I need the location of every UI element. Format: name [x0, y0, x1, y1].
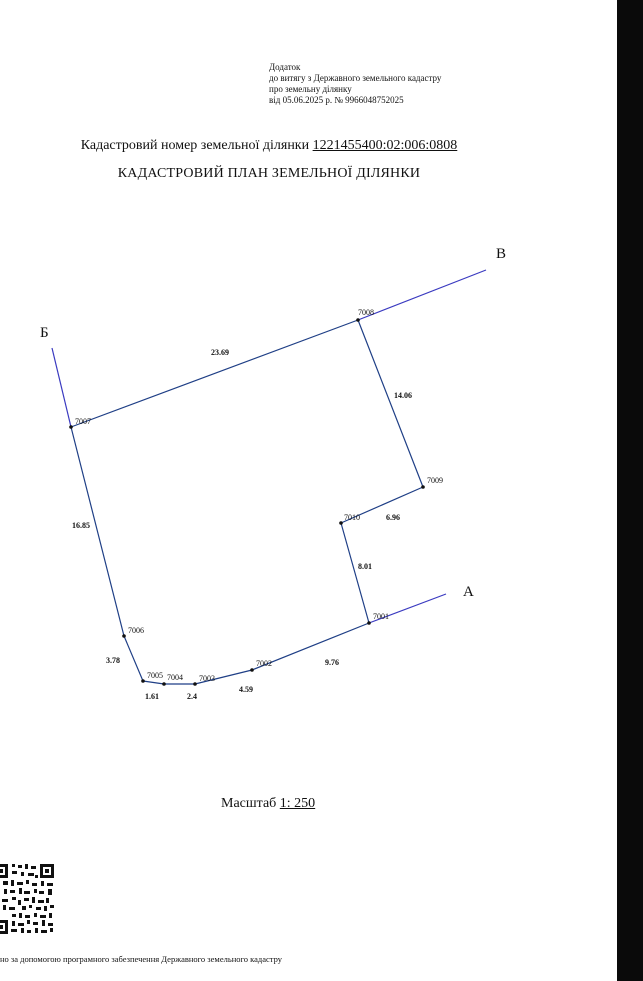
- vertex-7010: [339, 521, 343, 525]
- point-label-7010: 7010: [344, 513, 360, 522]
- segment-length: 3.78: [106, 656, 120, 665]
- point-label-7004: 7004: [167, 673, 183, 682]
- vertex-7005: [141, 679, 145, 683]
- qr-code: [0, 862, 56, 936]
- vertex-7009: [421, 485, 425, 489]
- vertex-7004: [162, 682, 166, 686]
- vertex-7006: [122, 634, 126, 638]
- parcel-boundary: [71, 320, 423, 684]
- addendum-line: від 05.06.2025 р. № 9966048752025: [269, 95, 404, 105]
- segment-length: 2.4: [187, 692, 197, 701]
- cadastral-label: Кадастровий номер земельної ділянки: [80, 138, 310, 153]
- point-label-7006: 7006: [128, 626, 144, 635]
- point-label-7002: 7002: [256, 659, 272, 668]
- direction-line-v: [358, 270, 486, 320]
- footer-note: но за допомогою програмного забезпечення Державного земельного кадастру: [0, 954, 283, 964]
- vertex-7007: [69, 425, 73, 429]
- segment-length: 6.96: [386, 513, 400, 522]
- point-label-7007: 7007: [75, 417, 91, 426]
- direction-line-b: [52, 348, 71, 427]
- segment-length: 4.59: [239, 685, 253, 694]
- direction-label-b: Б: [40, 325, 49, 341]
- vertex-7008: [356, 318, 360, 322]
- point-label-7005: 7005: [147, 671, 163, 680]
- segment-length: 9.76: [325, 658, 339, 667]
- point-label-7003: 7003: [199, 674, 215, 683]
- direction-label-a: А: [463, 584, 474, 600]
- scale-label: [221, 796, 315, 812]
- point-label-7001: 7001: [373, 612, 389, 621]
- point-label-7009: 7009: [427, 476, 443, 485]
- segment-length: 23.69: [211, 348, 229, 357]
- segment-length: 8.01: [358, 562, 372, 571]
- cadastral-number: 1221455400:02:006:0808: [312, 138, 458, 153]
- segment-length: 1.61: [145, 692, 159, 701]
- addendum-line: Додаток: [269, 62, 301, 72]
- scale-text: Масштаб: [221, 796, 277, 811]
- addendum-line: про земельну ділянку: [269, 84, 352, 94]
- vertex-7003: [193, 682, 197, 686]
- document-edge-shadow: [617, 0, 643, 981]
- vertex-7001: [367, 621, 371, 625]
- segment-length: 14.06: [394, 391, 412, 400]
- scale-value: 1: 250: [279, 796, 316, 811]
- plan-title: КАДАСТРОВИЙ ПЛАН ЗЕМЕЛЬНОЇ ДІЛЯНКИ: [117, 166, 421, 181]
- vertex-7002: [250, 668, 254, 672]
- point-label-7008: 7008: [358, 308, 374, 317]
- direction-label-v: В: [496, 246, 507, 262]
- addendum-line: до витягу з Державного земельного кадастру: [269, 73, 442, 83]
- segment-length: 16.85: [72, 521, 90, 530]
